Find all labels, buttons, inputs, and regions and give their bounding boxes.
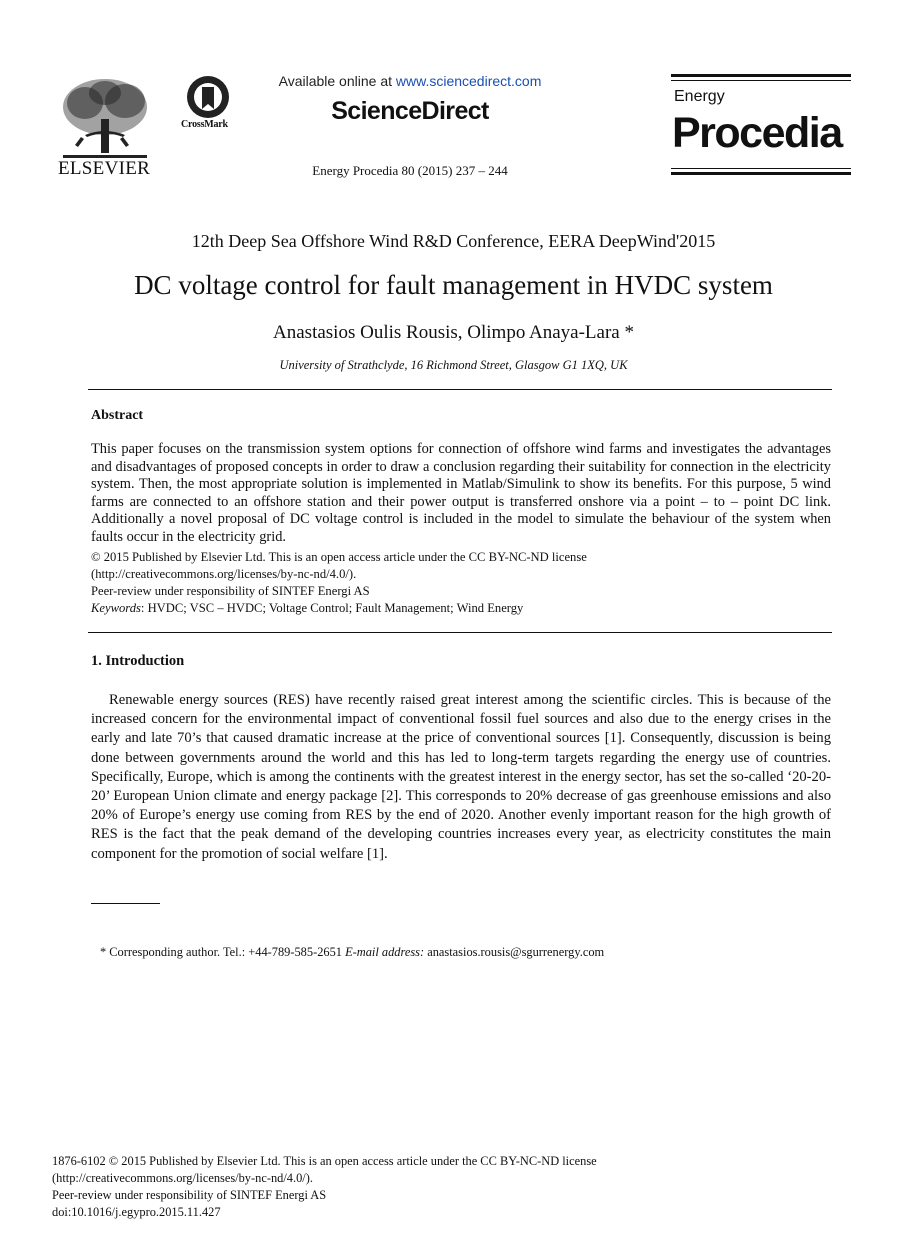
license-link[interactable]: (http://creativecommons.org/licenses/by-nc-nd/4.0/).: [91, 567, 357, 581]
keywords-line: [91, 601, 523, 616]
author-list: Anastasios Oulis Rousis, Olimpo Anaya-Lara *: [273, 322, 634, 343]
logo-rule-top-thin: [671, 80, 851, 81]
abstract-text: This paper focuses on the transmission system options for connection of offshore wind farms and investigates the advantages and disadvantages of proposed concepts in order to draw a conclusion regarding their suitability for connection in the electricity system. Then, the most appropriate solution is implemented in Matlab/Simulink to show its benefits. For this purpose, 5 wind farms are connected to an offshore station and their power output is transferred onshore via a point – to – point DC link. Additionally a novel proposal of DC voltage control is included in the model to simulate the behaviour of the system when faults occur in the electricity grid.: [91, 441, 831, 545]
available-online-prefix: Available online at: [278, 73, 396, 89]
footer-issn-line: 1876-6102 © 2015 Published by Elsevier Ltd. This is an open access article under the CC BY-NC-ND license: [52, 1154, 597, 1168]
footer-peer-review: Peer-review under responsibility of SINTEF Energi AS: [52, 1188, 327, 1202]
footer-license-link[interactable]: (http://creativecommons.org/licenses/by-nc-nd/4.0/).: [52, 1171, 313, 1185]
journal-logo-line1: Energy: [674, 88, 725, 105]
keywords-label: Keywords: [91, 601, 141, 615]
divider-bottom: [88, 632, 832, 633]
conference-name: 12th Deep Sea Offshore Wind R&D Conference, EERA DeepWind'2015: [191, 231, 716, 251]
email-address[interactable]: anastasios.rousis@sgurrenergy.com: [424, 945, 605, 959]
platform-name: ScienceDirect: [331, 97, 489, 125]
publisher-name: ELSEVIER: [58, 158, 151, 179]
abstract-heading: Abstract: [91, 408, 144, 423]
article-title: DC voltage control for fault management in HVDC system: [134, 270, 773, 300]
sciencedirect-link[interactable]: www.sciencedirect.com: [395, 73, 542, 89]
peer-review-line: Peer-review under responsibility of SINTEF Energi AS: [91, 584, 370, 598]
divider-top: [88, 389, 832, 390]
keywords-list: : HVDC; VSC – HVDC; Voltage Control; Fault Management; Wind Energy: [140, 601, 524, 615]
footer-doi[interactable]: doi:10.1016/j.egypro.2015.11.427: [52, 1205, 221, 1219]
email-label: E-mail address:: [345, 945, 425, 959]
crossmark-label: CrossMark: [181, 119, 228, 130]
author-affiliation: University of Strathclyde, 16 Richmond Street, Glasgow G1 1XQ, UK: [279, 358, 628, 372]
section-heading: 1. Introduction: [91, 653, 185, 669]
journal-logo: [671, 74, 851, 176]
logo-rule-bottom-thin: [671, 168, 851, 169]
corresponding-author-footnote: [100, 945, 604, 960]
introduction-paragraph: Renewable energy sources (RES) have recently raised great interest among the scientific circles. This is because of the increased concern for the environmental impact of conventional fossil fuel sources and also due to the energy crises in the early and late 70’s that caused dramatic increase at the price of conventional sources [1]. Consequently, discussion is being done between governments around the world and this has led to long-term targets regarding the energy use of countries. Specifically, Europe, which is among the continents with the greatest interest in the energy sector, has set the so-called ‘20-20-20’ European Union climate and energy package [2]. This corresponds to 20% decrease of gas greenhouse emissions and also 20% of Europe’s energy use coming from RES by the end of 2020. Another evenly important reason for the high growth of RES is the fact that the peak demand of the developing countries increases every year, as electricity constitutes the main component for the promotion of social welfare [1].: [91, 692, 831, 862]
footnote-prefix: * Corresponding author. Tel.: +44-789-585-2651: [100, 945, 346, 959]
journal-reference: Energy Procedia 80 (2015) 237 – 244: [312, 163, 508, 178]
logo-rule-bottom: [671, 172, 851, 175]
footnote-rule: [91, 903, 160, 904]
logo-rule-top: [671, 74, 851, 77]
copyright-line: © 2015 Published by Elsevier Ltd. This is an open access article under the CC BY-NC-ND license: [91, 550, 587, 564]
journal-logo-line2: Procedia: [672, 109, 842, 157]
